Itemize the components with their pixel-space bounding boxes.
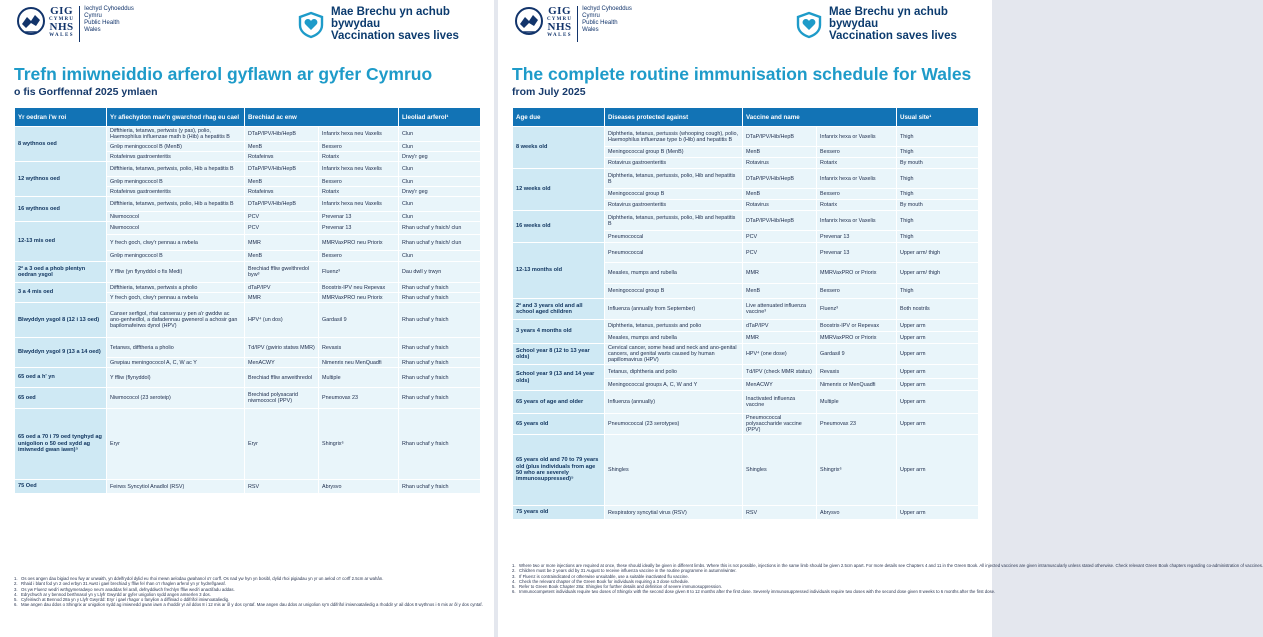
site-cell: Clun bbox=[399, 177, 481, 187]
footnote-text: Cyfeiriwch at Bennod 28a yn y Llyfr Gwyrdd: Eryr i gael rhagor o fanylion a diffiniad o ddifrifol imiwnoataliedig. bbox=[21, 597, 230, 603]
disease-cell: Meningococcal group B bbox=[605, 284, 743, 299]
wordmark-line: GIG bbox=[50, 5, 74, 17]
site-cell: Upper arm bbox=[897, 379, 979, 391]
age-cell: School year 8 (12 to 13 year olds) bbox=[513, 344, 605, 365]
footnotes bbox=[14, 576, 483, 608]
vaccine-name-cell: Bexsero bbox=[817, 189, 897, 200]
vaccine-name-cell: Infanrix hexa neu Vaxelis bbox=[319, 162, 399, 177]
disease-cell: Grŵp meningococol B bbox=[107, 177, 245, 187]
page-subtitle: o fis Gorffennaf 2025 ymlaen bbox=[14, 86, 158, 98]
site-cell: Thigh bbox=[897, 284, 979, 299]
disease-cell: Pneumococcal bbox=[605, 243, 743, 263]
site-cell: Drwy'r geg bbox=[399, 152, 481, 162]
footnote-text: Children must be 2 years old by 31 August to receive influenza vaccine in the routine programme in autumn/winter. bbox=[519, 568, 737, 574]
table-row bbox=[15, 127, 481, 142]
disease-cell: Diffthieria, tetanws, pertwsis, polio, Hib a hepatitis B bbox=[107, 197, 245, 212]
vaccine-name-cell: Revaxis bbox=[817, 365, 897, 379]
disease-cell: Diphtheria, tetanus, pertussis, polio, Hib and hepatitis B bbox=[605, 169, 743, 189]
disease-cell: Diphtheria, tetanus, pertussis, polio, Hib and hepatitis B bbox=[605, 211, 743, 231]
site-cell: Clun bbox=[399, 127, 481, 142]
org-line: Cymru bbox=[84, 13, 102, 19]
vaccine-name-cell: MMRVaxPRO or Priorix bbox=[817, 263, 897, 284]
footnote-text: Rhaid i blant fod yn 2 oed erbyn 31 Awst i gael brechiad y ffliw fel rhan o'r rhaglen arferol yn yr hydref/gaeaf. bbox=[21, 581, 226, 587]
disease-cell: Meningococcal groups A, C, W and Y bbox=[605, 379, 743, 391]
vaccine-cell: PCV bbox=[743, 231, 817, 243]
site-cell: By mouth bbox=[897, 158, 979, 169]
wordmark-line: NHS bbox=[49, 21, 74, 33]
vaccine-cell: MMR bbox=[245, 293, 319, 303]
vaccine-name-cell: Fluenz³ bbox=[319, 262, 399, 283]
vaccine-name-cell: Gardasil 9 bbox=[817, 344, 897, 365]
site-cell: Clun bbox=[399, 142, 481, 152]
age-cell: 2² and 3 years old and all school aged children bbox=[513, 299, 605, 320]
vaccine-cell: Inactivated influenza vaccine bbox=[743, 391, 817, 414]
vaccine-cell: RSV bbox=[245, 480, 319, 494]
disease-cell: Rotavirus gastroenteritis bbox=[605, 200, 743, 211]
site-cell: Rhan uchaf y fraich bbox=[399, 358, 481, 368]
site-cell: Rhan uchaf y fraich bbox=[399, 409, 481, 480]
site-cell: Rhan uchaf y fraich bbox=[399, 480, 481, 494]
vaccine-name-cell: Prevenar 13 bbox=[817, 243, 897, 263]
campaign-slogan bbox=[331, 6, 494, 42]
footnote-number: 3. bbox=[512, 573, 516, 579]
age-cell: 8 wythnos oed bbox=[15, 127, 107, 162]
heart-shield-icon bbox=[296, 9, 326, 39]
vaccine-name-cell: Prevenar 13 bbox=[817, 231, 897, 243]
campaign-slogan bbox=[829, 6, 992, 42]
vaccine-cell: Brechiad ffliw anweithredol bbox=[245, 368, 319, 388]
disease-cell: Measles, mumps and rubella bbox=[605, 332, 743, 344]
disease-cell: Measles, mumps and rubella bbox=[605, 263, 743, 284]
vaccine-name-cell: Shingrix⁶ bbox=[319, 409, 399, 480]
age-cell: 65 oed a 70 i 79 oed tynghyd ag unigolion o 50 oed sydd ag imiwnedd gwan iawn)⁵ bbox=[15, 409, 107, 480]
vaccine-name-cell: MMRVaxPRO or Priorix bbox=[817, 332, 897, 344]
vaccine-name-cell: Shingrix⁶ bbox=[817, 435, 897, 506]
campaign-slogan-english: Vaccination saves lives bbox=[829, 30, 957, 42]
campaign-logo bbox=[794, 6, 992, 42]
vaccine-name-cell: Gardasil 9 bbox=[319, 303, 399, 338]
site-cell: Upper arm bbox=[897, 332, 979, 344]
disease-cell: Diffthieria, tetanws, pertwsis a pholio bbox=[107, 283, 245, 293]
org-line: Wales bbox=[582, 27, 599, 33]
header-vaccine: Vaccine and name bbox=[743, 108, 897, 127]
disease-cell: Influenza (annually) bbox=[605, 391, 743, 414]
vaccine-name-cell: Pneumovax 23 bbox=[319, 388, 399, 409]
vaccine-name-cell: Infanrix hexa neu Vaxelis bbox=[319, 197, 399, 212]
site-cell: Thigh bbox=[897, 231, 979, 243]
disease-cell: Niwmococol bbox=[107, 212, 245, 222]
page-title: Trefn imiwneiddio arferol gyflawn ar gyfer Cymruo bbox=[14, 64, 433, 84]
vaccine-name-cell: Nimenrix neu MenQuadfi bbox=[319, 358, 399, 368]
header-diseases: Yr afiechydon mae'n gwarchod rhag eu cael bbox=[107, 108, 245, 127]
vaccine-cell: MenB bbox=[245, 251, 319, 262]
vaccine-cell: Pneumococcal polysaccharide vaccine (PPV) bbox=[743, 414, 817, 435]
footnote bbox=[14, 602, 483, 608]
vaccine-cell: MenB bbox=[743, 147, 817, 158]
vaccine-name-cell: Infanrix hexa or Vaxelis bbox=[817, 169, 897, 189]
nhs-wales-logo bbox=[514, 6, 632, 42]
vaccine-name-cell: Rotarix bbox=[817, 158, 897, 169]
site-cell: Rhan uchaf y fraich bbox=[399, 303, 481, 338]
vaccine-cell: Rotavirus bbox=[743, 200, 817, 211]
age-cell: 65 years old bbox=[513, 414, 605, 435]
disease-cell: Niwmococol bbox=[107, 222, 245, 235]
vaccine-cell: Rotafeirws bbox=[245, 187, 319, 197]
disease-cell: Pneumococcal (23 serotypes) bbox=[605, 414, 743, 435]
footnote-number: 5. bbox=[14, 597, 18, 603]
vaccine-cell: MenB bbox=[245, 177, 319, 187]
dragon-emblem-icon bbox=[16, 6, 46, 42]
table-row bbox=[513, 365, 979, 379]
table-row bbox=[513, 344, 979, 365]
vaccine-name-cell: Multiple bbox=[319, 368, 399, 388]
vaccine-name-cell: Nimenrix or MenQuadfi bbox=[817, 379, 897, 391]
vaccine-cell: Eryr bbox=[245, 409, 319, 480]
age-cell: 75 years old bbox=[513, 506, 605, 520]
age-cell: Blwyddyn ysgol 8 (12 i 13 oed) bbox=[15, 303, 107, 338]
table-row bbox=[513, 243, 979, 263]
footnote-text: Os yw Fluenz wedi'i wrthgymeradwyo neu'n anaddas fel arall, defnyddiwch frechlyn ffliw wedi'i anactifadu addas. bbox=[21, 586, 235, 592]
table-row bbox=[513, 127, 979, 147]
age-cell: Blwyddyn ysgol 9 (13 a 14 oed) bbox=[15, 338, 107, 368]
site-cell: Upper arm bbox=[897, 320, 979, 332]
table-row bbox=[513, 391, 979, 414]
organisation-name bbox=[577, 6, 632, 42]
site-cell: Upper arm bbox=[897, 344, 979, 365]
organisation-name bbox=[79, 6, 134, 42]
age-cell: 16 wythnos oed bbox=[15, 197, 107, 222]
disease-cell: Rotafeirws gastroenteritis bbox=[107, 152, 245, 162]
site-cell: Rhan uchaf y fraich bbox=[399, 388, 481, 409]
site-cell: Thigh bbox=[897, 189, 979, 200]
footnote-number: 5. bbox=[512, 584, 516, 590]
table-row bbox=[513, 299, 979, 320]
footnote-text: Refer to Green Book Chapter 28a: Shingles for further details and definition of severe immunosuppression. bbox=[519, 584, 723, 590]
vaccine-cell: RSV bbox=[743, 506, 817, 520]
header-age: Age due bbox=[513, 108, 605, 127]
site-cell: Upper arm bbox=[897, 414, 979, 435]
table-row bbox=[513, 211, 979, 231]
vaccine-name-cell: MMRVaxPRO neu Priorix bbox=[319, 235, 399, 251]
campaign-slogan-english: Vaccination saves lives bbox=[331, 30, 459, 42]
age-cell: 75 Oed bbox=[15, 480, 107, 494]
header-diseases: Diseases protected against bbox=[605, 108, 743, 127]
age-cell: 8 weeks old bbox=[513, 127, 605, 169]
vaccine-cell: HPV⁴ (one dose) bbox=[743, 344, 817, 365]
footnote-number: 4. bbox=[14, 591, 18, 597]
vaccine-name-cell: Abrysvo bbox=[319, 480, 399, 494]
vaccine-cell: Td/IPV (check MMR status) bbox=[743, 365, 817, 379]
wordmark-line: WALES bbox=[49, 33, 75, 38]
footnote-number: 3. bbox=[14, 586, 18, 592]
disease-cell: Y ffliw (yn flynyddol o fis Medi) bbox=[107, 262, 245, 283]
table-row bbox=[15, 222, 481, 235]
vaccine-cell: MenB bbox=[245, 142, 319, 152]
vaccine-name-cell: Abrysvo bbox=[817, 506, 897, 520]
disease-cell: Diphtheria, tetanus, pertussis (whooping cough), polio, Haemophilus influenzae type b (Hib) and hepatitis B bbox=[605, 127, 743, 147]
wordmark-line: WALES bbox=[547, 33, 573, 38]
schedule-table bbox=[14, 107, 481, 494]
vaccine-name-cell: Prevenar 13 bbox=[319, 222, 399, 235]
vaccine-name-cell: Rotarix bbox=[817, 200, 897, 211]
age-cell: 65 oed a h' yn bbox=[15, 368, 107, 388]
vaccine-cell: DTaP/IPV/Hib/HepB bbox=[743, 127, 817, 147]
disease-cell: Diphtheria, tetanus, pertussis and polio bbox=[605, 320, 743, 332]
campaign-slogan-welsh: Mae Brechu yn achub bywydau bbox=[331, 6, 450, 30]
vaccine-name-cell: Infanrix hexa or Vaxelis bbox=[817, 127, 897, 147]
disease-cell: Rotavirus gastroenteritis bbox=[605, 158, 743, 169]
wordmark-line: CYMRU bbox=[49, 17, 75, 22]
vaccine-name-cell: Infanrix hexa or Vaxelis bbox=[817, 211, 897, 231]
site-cell: Thigh bbox=[897, 147, 979, 158]
age-cell: 12-13 months old bbox=[513, 243, 605, 299]
site-cell: Upper arm/ thigh bbox=[897, 263, 979, 284]
site-cell: Upper arm bbox=[897, 506, 979, 520]
vaccine-name-cell: Boostrix-IPV neu Repevax bbox=[319, 283, 399, 293]
welsh-schedule-page bbox=[0, 0, 494, 637]
campaign-logo bbox=[296, 6, 494, 42]
site-cell: Thigh bbox=[897, 211, 979, 231]
table-row bbox=[513, 435, 979, 506]
site-cell: Upper arm bbox=[897, 365, 979, 379]
vaccine-cell: MMR bbox=[743, 332, 817, 344]
header-age: Yr oedran i'w roi bbox=[15, 108, 107, 127]
vaccine-cell: dTaP/IPV bbox=[743, 320, 817, 332]
footnote-text: If Fluenz is contraindicated or otherwise unsuitable, use a suitable inactivated flu vaccine. bbox=[519, 573, 689, 579]
table-row bbox=[15, 388, 481, 409]
dragon-emblem-icon bbox=[514, 6, 544, 42]
table-row bbox=[15, 480, 481, 494]
vaccine-cell: Live attenuated influenza vaccine³ bbox=[743, 299, 817, 320]
footnote-text: Check the relevant chapter of the Green Book for individuals requiring a 3 dose schedule. bbox=[519, 578, 690, 584]
footnote-text: Os oes angen dau bigiad neu fwy ar unwaith, yn ddelfrydol dylid eu rhoi mewn aelodau gwahanol o'r corff. Os nad yw hyn yn bosibl, dylid rhoi pigiadau yn yr un aelod o'r corff 2.5cm ar wahân. bbox=[21, 576, 384, 581]
footnote-text: Immunocompetent individuals require two doses of Shingrix with the second dose given 8 to 12 months after the first dose. Severely immunosuppressed individuals require two doses with the second dose given 8 weeks to 6 months after the first dose. bbox=[519, 589, 996, 595]
site-cell: Upper arm bbox=[897, 391, 979, 414]
site-cell: Rhan uchaf y fraich bbox=[399, 368, 481, 388]
page-title: The complete routine immunisation schedule for Wales bbox=[512, 64, 972, 84]
site-cell: Both nostrils bbox=[897, 299, 979, 320]
disease-cell: Influenza (annually from September) bbox=[605, 299, 743, 320]
vaccine-name-cell: Fluenz³ bbox=[817, 299, 897, 320]
vaccine-cell: DTaP/IPV/Hib/HepB bbox=[743, 211, 817, 231]
disease-cell: Y frech goch, clwy'r pennau a rwbela bbox=[107, 235, 245, 251]
disease-cell: Pneumococcal bbox=[605, 231, 743, 243]
footnote-text: Mae angen dau ddos o Shingrix ar unigolion sydd ag imiwnedd gwan iawn a rhoddir yr ail ddos 8 i 12 mis ar ôl y dos cyntaf. Mae angen dau ddos ar unigolion sy'n ddifrifol imiwnoataliedig a rhoddir yr ail ddos 8 wythnos i 6 mis ar ôl y dos cyntaf. bbox=[21, 602, 483, 608]
vaccine-cell: PCV bbox=[245, 212, 319, 222]
site-cell: Thigh bbox=[897, 169, 979, 189]
age-cell: 12-13 mis oed bbox=[15, 222, 107, 262]
site-cell: Upper arm bbox=[897, 435, 979, 506]
site-cell: Thigh bbox=[897, 127, 979, 147]
org-line: Iechyd Cyhoeddus bbox=[84, 6, 134, 12]
disease-cell: Tetanus, diphtheria and polio bbox=[605, 365, 743, 379]
age-cell: 12 weeks old bbox=[513, 169, 605, 211]
footnote-text: Edrychwch ar y bennod berthnasol yn y Llyfr Gwyrdd ar gyfer unigolion sydd angen amserlen 3 dos. bbox=[21, 591, 211, 597]
disease-cell: Feirws Syncytiol Anadlol (RSV) bbox=[107, 480, 245, 494]
age-cell: 3 years 4 months old bbox=[513, 320, 605, 344]
table-row bbox=[15, 262, 481, 283]
footnote-number: 2. bbox=[14, 581, 18, 587]
page-header bbox=[498, 0, 992, 60]
vaccine-cell: MMR bbox=[245, 235, 319, 251]
disease-cell: Grwpiau meningococol A, C, W ac Y bbox=[107, 358, 245, 368]
vaccine-cell: MenB bbox=[743, 284, 817, 299]
vaccine-name-cell: Prevenar 13 bbox=[319, 212, 399, 222]
age-cell: 65 years old and 70 to 79 years old (plus individuals from age 50 who are severely immunosuppressed)⁵ bbox=[513, 435, 605, 506]
site-cell: Rhan uchaf y fraich bbox=[399, 338, 481, 358]
wordmark-line: NHS bbox=[547, 21, 572, 33]
table-row bbox=[15, 162, 481, 177]
vaccine-cell: Rotavirus bbox=[743, 158, 817, 169]
vaccine-cell: PCV bbox=[743, 243, 817, 263]
site-cell: Rhan uchaf y fraich bbox=[399, 283, 481, 293]
age-cell: School year 9 (13 and 14 year olds) bbox=[513, 365, 605, 391]
table-row bbox=[513, 414, 979, 435]
wordmark-line: CYMRU bbox=[547, 17, 573, 22]
english-schedule-page bbox=[498, 0, 1263, 637]
site-cell: Drwy'r geg bbox=[399, 187, 481, 197]
vaccine-cell: dTaP/IPV bbox=[245, 283, 319, 293]
disease-cell: Diffthieria, tetanws, pertwsis (y pas), polio, Haemophilus influenzae math b (Hib) a hepatitis B bbox=[107, 127, 245, 142]
vaccine-cell: MMR bbox=[743, 263, 817, 284]
disease-cell: Meningococcal group B (MenB) bbox=[605, 147, 743, 158]
vaccine-cell: MenACWY bbox=[743, 379, 817, 391]
vaccine-name-cell: Bexsero bbox=[817, 147, 897, 158]
disease-cell: Tetanws, difftheria a pholio bbox=[107, 338, 245, 358]
vaccine-cell: Td/IPV (gwirio statws MMR) bbox=[245, 338, 319, 358]
vaccine-cell: Rotafeirws bbox=[245, 152, 319, 162]
footnote-number: 4. bbox=[512, 578, 516, 584]
vaccine-cell: DTaP/IPV/Hib/HepB bbox=[245, 162, 319, 177]
age-cell: 16 weeks old bbox=[513, 211, 605, 243]
page-header bbox=[0, 0, 494, 60]
vaccine-cell: DTaP/IPV/Hib/HepB bbox=[743, 169, 817, 189]
table-row bbox=[513, 506, 979, 520]
vaccine-name-cell: Rotarix bbox=[319, 187, 399, 197]
table-row bbox=[513, 320, 979, 332]
header-site: Usual site¹ bbox=[897, 108, 979, 127]
header-row bbox=[513, 108, 979, 127]
age-cell: 2² a 3 oed a phob plentyn oedran ysgol bbox=[15, 262, 107, 283]
disease-cell: Cervical cancer, some head and neck and ano-genital cancers, and genital warts caused by human papillomavirus (HPV) bbox=[605, 344, 743, 365]
table-row bbox=[15, 303, 481, 338]
disease-cell: Respiratory syncytial virus (RSV) bbox=[605, 506, 743, 520]
site-cell: Clun bbox=[399, 197, 481, 212]
site-cell: Clun bbox=[399, 251, 481, 262]
site-cell: By mouth bbox=[897, 200, 979, 211]
disease-cell: Y frech goch, clwy'r pennau a rwbela bbox=[107, 293, 245, 303]
disease-cell: Shingles bbox=[605, 435, 743, 506]
vaccine-name-cell: Infanrix hexa neu Vaxelis bbox=[319, 127, 399, 142]
disease-cell: Y ffliw (flynyddol) bbox=[107, 368, 245, 388]
footnote bbox=[512, 589, 996, 595]
vaccine-cell: MenACWY bbox=[245, 358, 319, 368]
campaign-slogan-welsh: Mae Brechu yn achub bywydau bbox=[829, 6, 948, 30]
footnotes bbox=[512, 563, 1263, 595]
vaccine-name-cell: Bexsero bbox=[319, 251, 399, 262]
disease-cell: Diffthieria, tetanws, pertwsis, polio, Hib a hepatitis B bbox=[107, 162, 245, 177]
table-row bbox=[513, 169, 979, 189]
vaccine-name-cell: Pneumovax 23 bbox=[817, 414, 897, 435]
table-row bbox=[15, 338, 481, 358]
table-row bbox=[15, 368, 481, 388]
site-cell: Rhan uchaf y fraich/ clun bbox=[399, 235, 481, 251]
vaccine-cell: Brechiad ffliw gwelthredol byw³ bbox=[245, 262, 319, 283]
footnote-number: 6. bbox=[14, 602, 18, 608]
org-line: Iechyd Cyhoeddus bbox=[582, 6, 632, 12]
vaccine-cell: PCV bbox=[245, 222, 319, 235]
footnote-number: 1. bbox=[14, 576, 18, 581]
vaccine-cell: MenB bbox=[743, 189, 817, 200]
disease-cell: Grŵp meningococol B bbox=[107, 251, 245, 262]
age-cell: 65 oed bbox=[15, 388, 107, 409]
vaccine-name-cell: Bexsero bbox=[319, 177, 399, 187]
footnote-number: 2. bbox=[512, 568, 516, 574]
table-row bbox=[15, 197, 481, 212]
vaccine-cell: HPV⁴ (un dos) bbox=[245, 303, 319, 338]
site-cell: Dau dwll y trwyn bbox=[399, 262, 481, 283]
disease-cell: Grŵp meningococol B (MenB) bbox=[107, 142, 245, 152]
schedule-table bbox=[512, 107, 979, 520]
org-line: Wales bbox=[84, 27, 101, 33]
disease-cell: Eryr bbox=[107, 409, 245, 480]
heart-shield-icon bbox=[794, 9, 824, 39]
header-row bbox=[15, 108, 481, 127]
vaccine-name-cell: Multiple bbox=[817, 391, 897, 414]
vaccine-cell: DTaP/IPV/Hib/HepB bbox=[245, 127, 319, 142]
site-cell: Rhan uchaf y fraich bbox=[399, 293, 481, 303]
vaccine-name-cell: Boostrix-IPV or Repevax bbox=[817, 320, 897, 332]
header-vaccine: Brechiad ac enw bbox=[245, 108, 399, 127]
vaccine-cell: Shingles bbox=[743, 435, 817, 506]
vaccine-cell: DTaP/IPV/Hib/HepB bbox=[245, 197, 319, 212]
footnote-number: 1. bbox=[512, 563, 516, 568]
age-cell: 12 wythnos oed bbox=[15, 162, 107, 197]
page-subtitle: from July 2025 bbox=[512, 86, 586, 98]
nhs-wales-logo bbox=[16, 6, 134, 42]
disease-cell: Niwmococol (23 seroteip) bbox=[107, 388, 245, 409]
vaccine-name-cell: Bexsero bbox=[319, 142, 399, 152]
vaccine-name-cell: Rotarix bbox=[319, 152, 399, 162]
table-row bbox=[15, 283, 481, 293]
org-line: Public Health bbox=[84, 20, 120, 26]
header-site: Lleoliad arferol¹ bbox=[399, 108, 481, 127]
gig-cymru-wordmark bbox=[49, 6, 74, 38]
vaccine-name-cell: MMRVaxPRO neu Priorix bbox=[319, 293, 399, 303]
vaccine-name-cell: Bexsero bbox=[817, 284, 897, 299]
org-line: Cymru bbox=[582, 13, 600, 19]
disease-cell: Meningococcal group B bbox=[605, 189, 743, 200]
gig-cymru-wordmark bbox=[547, 6, 572, 38]
site-cell: Clun bbox=[399, 162, 481, 177]
table-row bbox=[15, 409, 481, 480]
footnote-number: 6. bbox=[512, 589, 516, 595]
org-line: Public Health bbox=[582, 20, 618, 26]
disease-cell: Rotafeirws gastroenteritis bbox=[107, 187, 245, 197]
site-cell: Rhan uchaf y fraich/ clun bbox=[399, 222, 481, 235]
site-cell: Upper arm/ thigh bbox=[897, 243, 979, 263]
wordmark-line: GIG bbox=[548, 5, 572, 17]
vaccine-name-cell: Revaxis bbox=[319, 338, 399, 358]
age-cell: 65 years of age and older bbox=[513, 391, 605, 414]
disease-cell: Canser serfigol, rhai canserau y pen a'r gwddw ac ano-genhedlol, a dafadennau gwenerol a achosir gan bapilomafeirws dynol (HPV) bbox=[107, 303, 245, 338]
site-cell: Clun bbox=[399, 212, 481, 222]
vaccine-cell: Brechiad polysacarid niwmococol (PPV) bbox=[245, 388, 319, 409]
age-cell: 3 a 4 mis oed bbox=[15, 283, 107, 303]
footnote-text: Where two or more injections are required at once, these should ideally be given in different limbs. Where this is not possible, injections in the same limb should be given 2.5cm apart. For more details see Chapters 4 and 11 in the Green Book. All injected vaccines are given intramuscularly unless stated otherwise. Check relevant Green Book chapters regarding co-administration of vaccines. bbox=[519, 563, 1263, 568]
